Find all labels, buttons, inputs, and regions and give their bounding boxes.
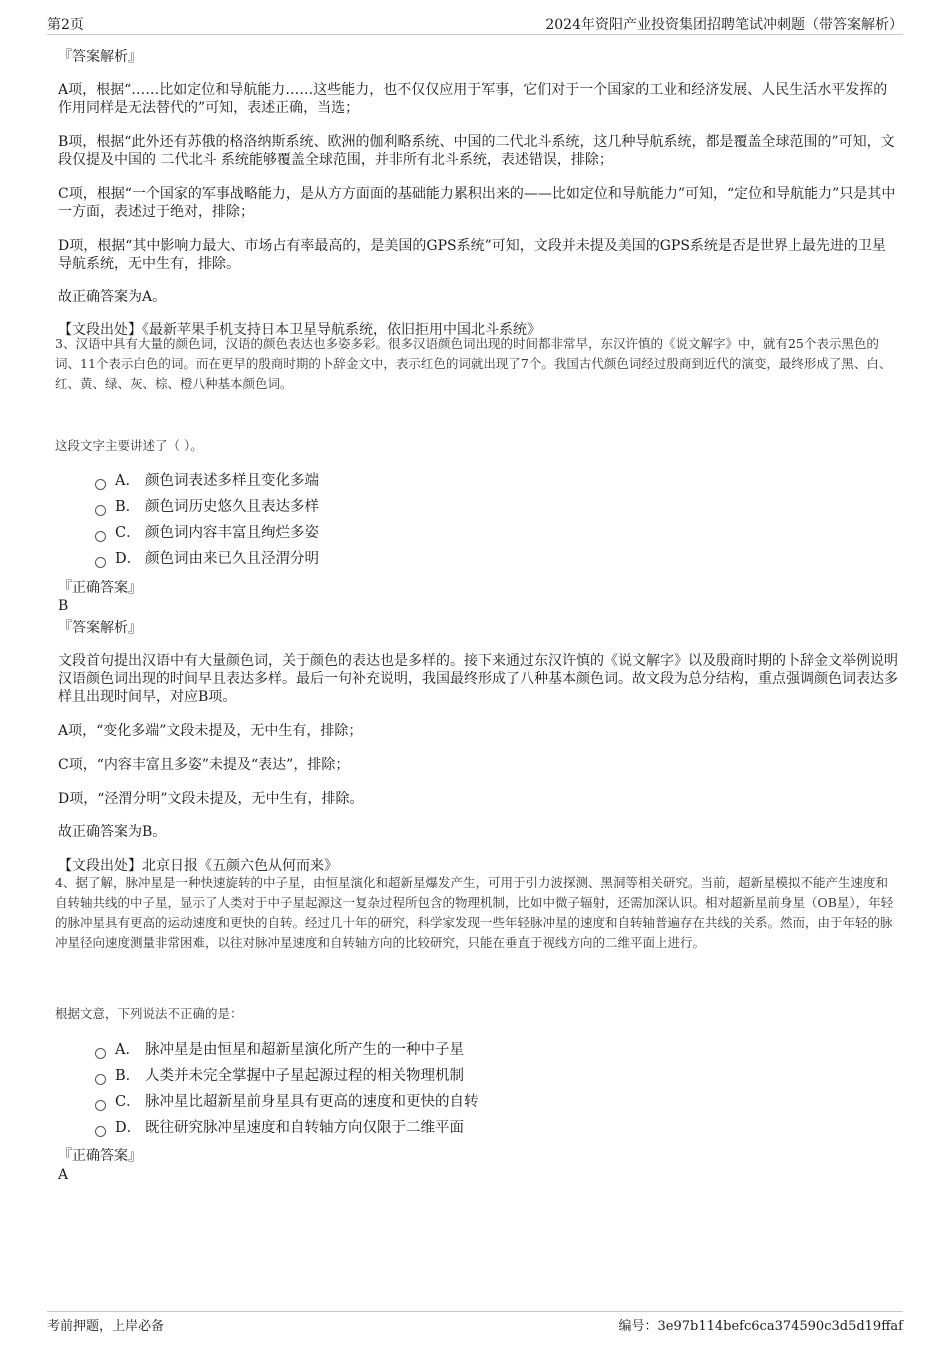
q2-source: 【文段出处】《最新苹果手机支持日本卫星导航系统，依旧拒用中国北斗系统》 [58, 322, 541, 338]
q4-option-a[interactable] [95, 1040, 464, 1060]
document-title: 2024年资阳产业投资集团招聘笔试冲刺题（带答案解析） [545, 17, 903, 33]
radio-icon[interactable] [95, 1074, 106, 1085]
option-letter: C． [115, 1094, 141, 1110]
radio-icon[interactable] [95, 1126, 106, 1137]
q3-stem: 3、汉语中具有大量的颜色词，汉语的颜色表达也多姿多彩。很多汉语颜色词出现的时间都非常早，东汉许慎的《说文解字》中，就有25个表示黑色的词、11个表示白色的词。而在更早的殷商时期的卜辞金文中，表示红色的词就出现了7个。我国古代颜色词经过殷商到近代的演变，最终形成了黑、白、红、黄、绿、灰、棕、橙八种基本颜色词。 [55, 336, 892, 391]
option-text: 脉冲星比超新星前身星具有更高的速度和更快的自转 [145, 1094, 479, 1110]
radio-icon[interactable] [95, 1048, 106, 1059]
option-text: 颜色词表述多样且变化多端 [145, 473, 319, 489]
option-text: 既往研究脉冲星速度和自转轴方向仅限于二维平面 [145, 1120, 464, 1136]
q4-stem: 4、据了解，脉冲星是一种快速旋转的中子星，由恒星演化和超新星爆发产生，可用于引力波探测、黑洞等相关研究。当前，超新星模拟不能产生速度和自转轴共线的中子星，显示了人类对于中子星起源这一复杂过程所包含的物理机制，比如中微子辐射，还需加深认识。相对超新星前身星（OB星），年轻的脉冲星具有更高的运动速度和更快的自转。经过几十年的研究，科学家发现一些年轻脉冲星的速度和自转轴普遍存在共线的关系。然而，由于年轻的脉冲星径向速度测量非常困难，以往对脉冲星速度和自转轴方向的比较研究，只能在垂直于视线方向的二维平面上进行。 [55, 875, 894, 950]
q2-conclusion: 故正确答案为A。 [58, 289, 167, 305]
q2-analysis-para-b: B项，根据“此外还有苏俄的格洛纳斯系统、欧洲的伽利略系统、中国的二代北斗系统，这几种导航系统，都是覆盖全球范围的”可知，文段仅提及中国的 二代北斗 系统能够覆盖全球范围，并非所有北斗系统，表述错误，排除； [58, 134, 895, 168]
q4-answer-label: 『正确答案』 [58, 1148, 142, 1164]
radio-icon[interactable] [95, 557, 106, 568]
option-letter: D． [115, 1120, 142, 1136]
q3-analysis-a: A项，“变化多端”文段未提及，无中生有，排除； [58, 723, 363, 739]
radio-icon[interactable] [95, 479, 106, 490]
q3-answer: B [58, 598, 69, 614]
q3-analysis-c: C项，“内容丰富且多姿”未提及“表达”，排除； [58, 757, 350, 773]
option-letter: B． [115, 1068, 141, 1084]
q3-option-c[interactable] [95, 523, 319, 543]
radio-icon[interactable] [95, 1100, 106, 1111]
q4-option-c[interactable] [95, 1092, 479, 1112]
q2-analysis-para-c: C项，根据“一个国家的军事战略能力，是从方方面面的基础能力累积出来的——比如定位和导航能力”可知，“定位和导航能力”只是其中一方面，表述过于绝对，排除； [58, 186, 896, 220]
q2-analysis-label: 『答案解析』 [58, 49, 142, 65]
q2-analysis-para-a: A项，根据“……比如定位和导航能力……这些能力，也不仅仅应用于军事，它们对于一个国家的工业和经济发展、人民生活水平发挥的作用同样是无法替代的”可知，表述正确，当选； [58, 82, 888, 116]
page-number: 第2页 [47, 17, 84, 33]
q3-analysis-d: D项，“泾渭分明”文段未提及，无中生有，排除。 [58, 791, 364, 807]
q3-option-a[interactable] [95, 471, 319, 491]
q3-option-b[interactable] [95, 497, 319, 517]
q3-question: 这段文字主要讲述了（ ）。 [55, 438, 203, 453]
footer-slogan: 考前押题，上岸必备 [47, 1319, 165, 1334]
option-text: 颜色词历史悠久且表达多样 [145, 499, 319, 515]
page-footer [47, 1311, 903, 1334]
q3-analysis-label: 『答案解析』 [58, 620, 142, 636]
option-text: 颜色词内容丰富且绚烂多姿 [145, 525, 319, 541]
radio-icon[interactable] [95, 531, 106, 542]
radio-icon[interactable] [95, 505, 106, 516]
q2-analysis-para-d: D项，根据“其中影响力最大、市场占有率最高的，是美国的GPS系统”可知，文段并未提及美国的GPS系统是否是世界上最先进的卫星导航系统，无中生有，排除。 [58, 238, 886, 272]
document-id: 编号：3e97b114befc6ca374590c3d5d19ffaf [618, 1319, 903, 1334]
option-letter: A． [115, 1042, 140, 1058]
option-letter: A． [115, 473, 140, 489]
q4-option-d[interactable] [95, 1118, 464, 1138]
option-text: 人类并未完全掌握中子星起源过程的相关物理机制 [145, 1068, 464, 1084]
q3-answer-label: 『正确答案』 [58, 580, 142, 596]
q3-conclusion: 故正确答案为B。 [58, 824, 167, 840]
q4-option-b[interactable] [95, 1066, 464, 1086]
page-header [47, 14, 903, 35]
q3-source: 【文段出处】北京日报《五颜六色从何而来》 [58, 858, 338, 874]
option-text: 脉冲星是由恒星和超新星演化所产生的一种中子星 [145, 1042, 464, 1058]
option-letter: D． [115, 551, 142, 567]
option-text: 颜色词由来已久且泾渭分明 [145, 551, 319, 567]
q3-option-d[interactable] [95, 549, 319, 569]
q4-answer: A [58, 1167, 69, 1183]
option-letter: B． [115, 499, 141, 515]
q3-analysis-para: 文段首句提出汉语中有大量颜色词，关于颜色的表达也是多样的。接下来通过东汉许慎的《说文解字》以及殷商时期的卜辞金文举例说明汉语颜色词出现的时间早且表达多样。最后一句补充说明，我国最终形成了八种基本颜色词。故文段为总分结构，重点强调颜色词表达多样且出现时间早，对应B项。 [58, 653, 898, 705]
q4-question: 根据文意，下列说法不正确的是： [55, 1006, 243, 1021]
option-letter: C． [115, 525, 141, 541]
